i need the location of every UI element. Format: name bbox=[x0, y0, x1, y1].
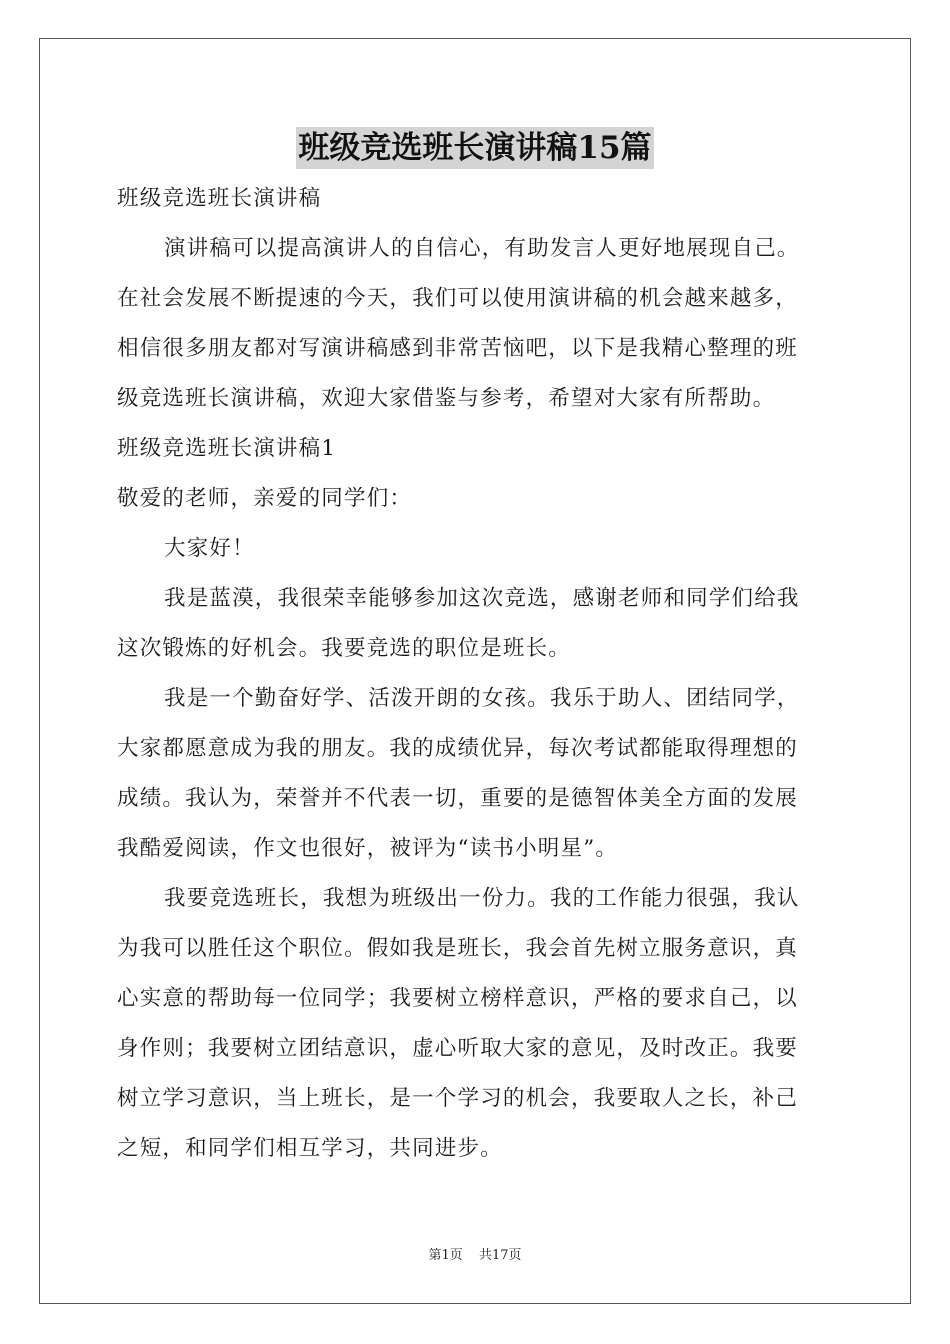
paragraph-line: 成绩。我认为，荣誉并不代表一切，重要的是德智体美全方面的发展 bbox=[117, 786, 799, 811]
paragraph-line: 我酷爱阅读，作文也很好，被评为“读书小明星”。 bbox=[117, 836, 619, 861]
paragraph-line: 我是一个勤奋好学、活泼开朗的女孩。我乐于助人、团结同学， bbox=[164, 686, 800, 711]
section-heading: 班级竞选班长演讲稿1 bbox=[117, 436, 337, 461]
greeting-line: 大家好！ bbox=[164, 536, 255, 561]
subtitle-line: 班级竞选班长演讲稿 bbox=[117, 186, 322, 211]
page-number: 第1页 bbox=[428, 1248, 463, 1263]
page-total: 共17页 bbox=[478, 1248, 522, 1263]
paragraph-line: 树立学习意识，当上班长，是一个学习的机会，我要取人之长，补己 bbox=[117, 1086, 799, 1111]
paragraph-line: 这次锻炼的好机会。我要竞选的职位是班长。 bbox=[117, 636, 572, 661]
paragraph-line: 心实意的帮助每一位同学；我要树立榜样意识，严格的要求自己，以 bbox=[117, 986, 799, 1011]
title-container bbox=[0, 127, 950, 169]
paragraph-line: 身作则；我要树立团结意识，虚心听取大家的意见，及时改正。我要 bbox=[117, 1036, 799, 1061]
page-border bbox=[39, 38, 911, 1304]
document-title: 班级竞选班长演讲稿15篇 bbox=[296, 127, 653, 169]
paragraph-line: 在社会发展不断提速的今天，我们可以使用演讲稿的机会越来越多， bbox=[117, 286, 799, 311]
page-footer bbox=[0, 1247, 950, 1265]
paragraph-line: 之短，和同学们相互学习，共同进步。 bbox=[117, 1136, 503, 1161]
paragraph-line: 相信很多朋友都对写演讲稿感到非常苦恼吧，以下是我精心整理的班 bbox=[117, 336, 799, 361]
paragraph-line: 演讲稿可以提高演讲人的自信心，有助发言人更好地展现自己。 bbox=[164, 236, 800, 261]
paragraph-line: 为我可以胜任这个职位。假如我是班长，我会首先树立服务意识，真 bbox=[117, 936, 799, 961]
paragraph-line: 级竞选班长演讲稿，欢迎大家借鉴与参考，希望对大家有所帮助。 bbox=[117, 386, 776, 411]
paragraph-line: 我要竞选班长，我想为班级出一份力。我的工作能力很强，我认 bbox=[164, 886, 800, 911]
paragraph-line: 大家都愿意成为我的朋友。我的成绩优异，每次考试都能取得理想的 bbox=[117, 736, 799, 761]
paragraph-line: 我是蓝漠，我很荣幸能够参加这次竞选，感谢老师和同学们给我 bbox=[164, 586, 800, 611]
salutation-line: 敬爱的老师，亲爱的同学们： bbox=[117, 486, 413, 511]
